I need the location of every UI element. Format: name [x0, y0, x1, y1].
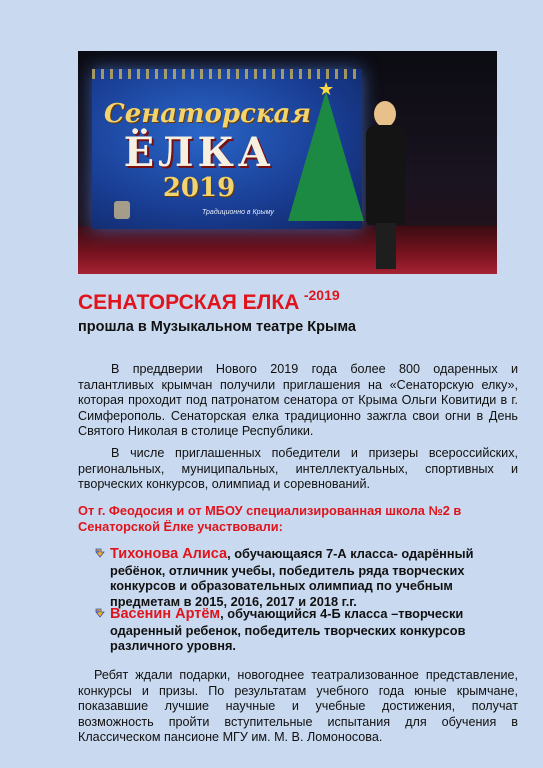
- paragraph-intro: В преддверии Нового 2019 года более 800 одаренных и талантливых крымчан получили приглашения на «Сенаторскую елку», которая проходит под патронатом сенатора от Крыма Ольги Ковитиди в г. Симферополь. Сенаторская елка традиционно зажгла свои огни в День Святого Николая в столице Республики.: [78, 362, 518, 439]
- list-item: [94, 546, 504, 609]
- garland-lights: [92, 69, 362, 79]
- article-title-line: [78, 287, 340, 315]
- stage-screen: [92, 69, 362, 229]
- screen-tagline: Традиционно в Крыму: [202, 209, 274, 216]
- paragraph-conclusion: Ребят ждали подарки, новогоднее театрализованное представление, конкурсы и призы. По результатам учебного года юные крымчане, показавшие лучшие научные и учебные достижения, получат возможность пройти вступительные испытания для обучения в Классическом пансионе МГУ им. М. В. Ломоносова.: [78, 668, 518, 745]
- speaker-head: [374, 101, 396, 127]
- student-description: , обучающаяся 7-А класса- одарённый ребёнок, отличник учебы, победитель ряда творческих конкурсов и образовательных олимпиад по учебным предметам в 2015, 2016, 2017 и 2018 г.г.: [110, 546, 474, 609]
- student-name: Тихонова Алиса: [110, 546, 228, 562]
- list-item-text: [110, 606, 504, 654]
- speaker-body: [366, 125, 406, 225]
- article-subtitle: прошла в Музыкальном театре Крыма: [78, 319, 356, 335]
- student-name: Васенин Артём: [110, 606, 221, 622]
- stage-floor: [78, 226, 497, 274]
- screen-title: Сенаторская: [104, 99, 312, 129]
- speaker-figure: [366, 101, 406, 271]
- arrow-down-right-icon: [94, 547, 106, 559]
- emblem-icon: [114, 201, 130, 219]
- arrow-down-right-icon: [94, 607, 106, 619]
- event-photo: [78, 51, 497, 274]
- article-title: СЕНАТОРСКАЯ ЕЛКА: [78, 291, 300, 314]
- star-icon: ★: [318, 79, 335, 99]
- screen-year: 2019: [162, 173, 236, 203]
- list-item-text: [110, 546, 504, 609]
- screen-title-elka: ЁЛКА: [123, 129, 275, 176]
- student-description: , обучающийся 4-Б класса –творчески одаренный ребенок, победитель творческих конкурсов различного уровня.: [110, 606, 466, 654]
- participants-heading: От г. Феодосия и от МБОУ специализированная школа №2 в Сенаторской Ёлке участвовали:: [78, 503, 462, 534]
- paragraph-invitees: В числе приглашенных победители и призеры всероссийских, региональных, муниципальных, интеллектуальных, спортивных и творческих конкурсов, олимпиад и соревнований.: [78, 446, 518, 492]
- christmas-tree-icon: [288, 91, 364, 221]
- article-title-year: -2019: [303, 287, 340, 303]
- speaker-legs: [376, 223, 396, 269]
- list-item: [94, 606, 504, 654]
